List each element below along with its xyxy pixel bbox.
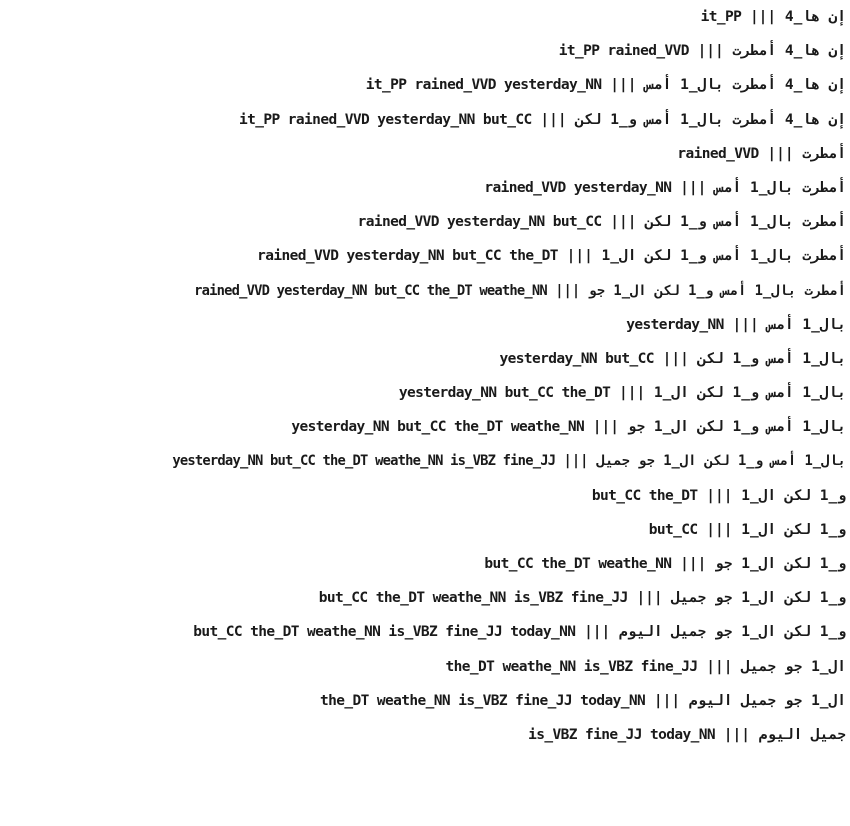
phrase-line: جميل اليوم ||| is_VBZ fine_JJ today_NN bbox=[528, 726, 846, 743]
phrase-line: إن ها_4 ||| it_PP bbox=[700, 9, 846, 25]
phrase-line: بال_1 أمس و_1 لكن ||| yesterday_NN but_CC bbox=[499, 350, 846, 367]
phrase-line: ال_1 جو جميل ||| the_DT weathe_NN is_VBZ fine_JJ bbox=[445, 658, 846, 675]
phrase-line: أمطرت بال_1 أمس و_1 لكن ال_1 ||| rained_VVD yesterday_NN but_CC the_DT bbox=[257, 248, 846, 265]
phrase-line: أمطرت بال_1 أمس ||| rained_VVD yesterday_NN bbox=[484, 179, 846, 196]
phrase-line: و_1 لكن ال_1 جو ||| but_CC the_DT weathe_NN bbox=[484, 556, 846, 572]
phrase-line: أمطرت بال_1 أمس و_1 لكن ال_1 جو ||| rained_VVD yesterday_NN but_CC the_DT weathe_NN bbox=[194, 282, 846, 299]
phrase-line: و_1 لكن ال_1 جو جميل اليوم ||| but_CC the_DT weathe_NN is_VBZ fine_JJ today_NN bbox=[193, 624, 846, 641]
phrase-line: بال_1 أمس ||| yesterday_NN bbox=[626, 316, 846, 333]
phrase-line: إن ها_4 أمطرت بال_1 أمس و_1 لكن ||| it_PP rained_VVD yesterday_NN but_CC bbox=[239, 111, 846, 128]
phrase-line: إن ها_4 أمطرت ||| it_PP rained_VVD bbox=[558, 43, 846, 60]
phrase-line: و_1 لكن ال_1 ||| but_CC bbox=[648, 521, 846, 538]
phrase-line: بال_1 أمس و_1 لكن ال_1 ||| yesterday_NN but_CC the_DT bbox=[398, 385, 846, 402]
phrase-line: بال_1 أمس و_1 لكن ال_1 جو ||| yesterday_NN but_CC the_DT weathe_NN bbox=[291, 419, 846, 436]
phrase-line: بال_1 أمس و_1 لكن ال_1 جو جميل ||| yesterday_NN but_CC the_DT weathe_NN is_VBZ fine_JJ bbox=[172, 453, 846, 470]
phrase-line: أمطرت ||| rained_VVD bbox=[677, 145, 846, 162]
phrase-line: و_1 لكن ال_1 جو جميل ||| but_CC the_DT weathe_NN is_VBZ fine_JJ bbox=[318, 590, 846, 607]
phrase-line: إن ها_4 أمطرت بال_1 أمس ||| it_PP rained_VVD yesterday_NN bbox=[365, 77, 846, 94]
phrase-line: أمطرت بال_1 أمس و_1 لكن ||| rained_VVD yesterday_NN but_CC bbox=[357, 214, 846, 231]
phrase-line: و_1 لكن ال_1 ||| but_CC the_DT bbox=[591, 487, 846, 504]
phrase-line: ال_1 جو جميل اليوم ||| the_DT weathe_NN is_VBZ fine_JJ today_NN bbox=[319, 692, 846, 709]
